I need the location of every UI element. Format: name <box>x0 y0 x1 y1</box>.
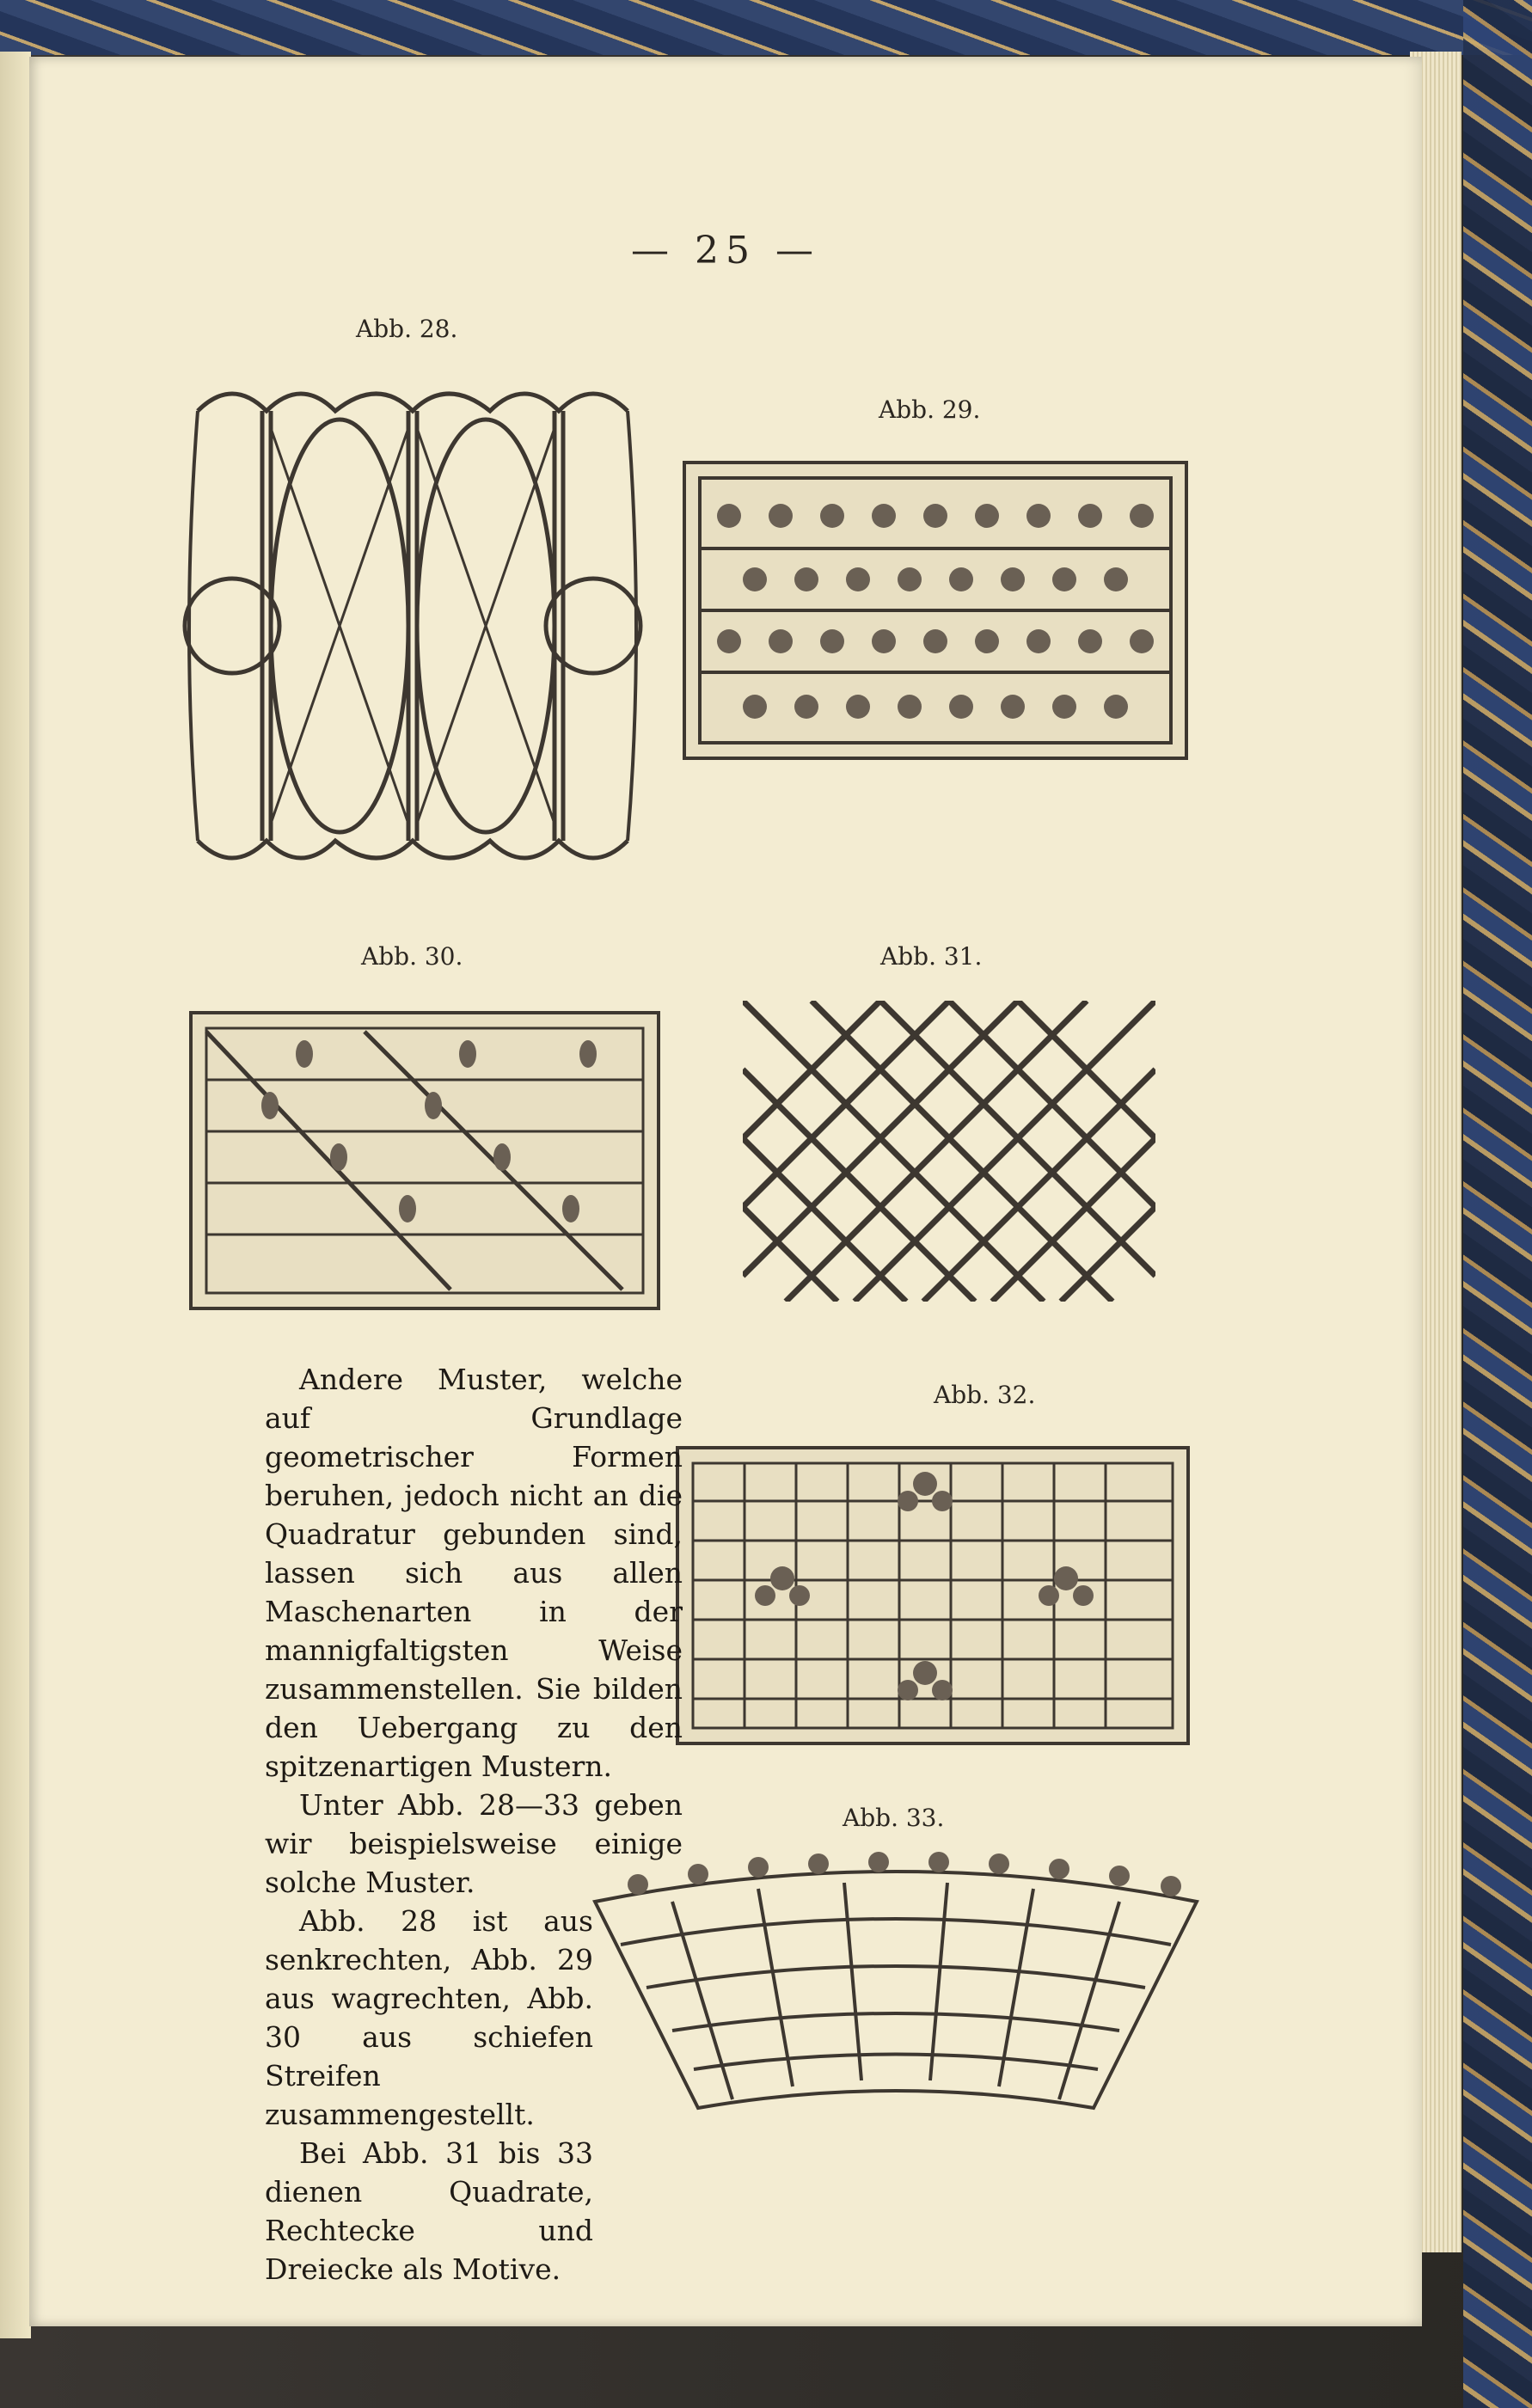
caption-abb-28: Abb. 28. <box>356 315 458 343</box>
body-text-block <box>265 1360 683 2289</box>
caption-abb-33: Abb. 33. <box>843 1804 945 1832</box>
lace-vertical-stripes-image <box>181 377 645 875</box>
figure-abb-32 <box>676 1446 1190 1745</box>
book-page <box>29 57 1422 2326</box>
marbled-top-edge <box>0 0 1532 55</box>
caption-abb-29: Abb. 29. <box>879 395 981 424</box>
page-number: — 25 — <box>631 229 820 273</box>
lace-diagonal-stripes-image <box>193 1014 657 1307</box>
paragraph-2: Unter Abb. 28—33 geben wir beispielsweise einige solche Muster. <box>265 1788 683 1899</box>
paragraph-1: Andere Muster, welche auf Grundlage geometrischer Formen beruhen, jedoch nicht an die Quadratur gebunden sind, lassen sich aus allen Maschenarten in der mannigfaltigsten Weise zusammenstellen. Sie bilden den Uebergang zu den spitzenartigen Mustern. <box>265 1363 683 1783</box>
marbled-right-edge <box>1463 0 1532 2408</box>
paragraph-3: Abb. 28 ist aus senkrechten, Abb. 29 aus wagrechten, Abb. 30 aus schiefen Streifen zusammengestellt. <box>265 1904 593 2131</box>
figure-abb-29 <box>683 461 1188 760</box>
caption-abb-30: Abb. 30. <box>361 942 463 971</box>
left-page-edge <box>0 52 31 2338</box>
lace-horizontal-stripes-image <box>686 464 1185 757</box>
caption-abb-31: Abb. 31. <box>880 942 983 971</box>
lace-rectangle-grid-image <box>679 1449 1186 1742</box>
figure-abb-28 <box>181 377 645 875</box>
lace-square-lattice-image <box>743 1001 1155 1302</box>
figure-abb-30 <box>189 1011 660 1310</box>
figure-abb-31 <box>743 1001 1155 1302</box>
paragraph-4: Bei Abb. 31 bis 33 dienen Quadrate, Rechtecke und Dreiecke als Motive. <box>265 2136 593 2286</box>
caption-abb-32: Abb. 32. <box>934 1381 1036 1409</box>
